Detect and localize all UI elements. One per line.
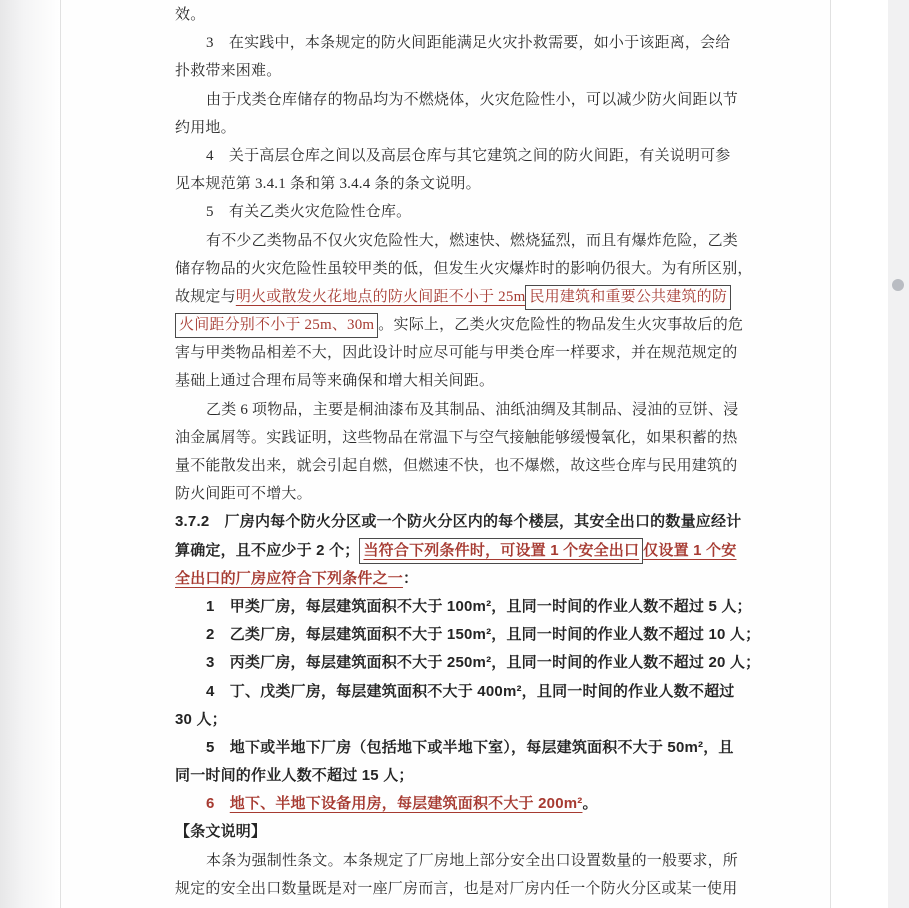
text-segment: 防火间距可不增大。 (175, 486, 312, 503)
text-segment: 2 乙类厂房，每层建筑面积不大于 150m²，且同一时间的作业人数不超过 10 人； (206, 626, 761, 644)
text-line (175, 367, 738, 395)
text-segment: ： (403, 569, 419, 587)
revision-red-segment: 地下、半地下设备用房，每层建筑面积不大于 200m² (229, 795, 583, 813)
text-segment: 30 人； (175, 710, 227, 728)
text-line (175, 255, 753, 283)
text-line (175, 790, 738, 818)
text-line (175, 57, 738, 85)
text-line (175, 537, 738, 565)
text-line (175, 311, 744, 339)
revision-red-segment: 仅设置 1 个安 (643, 541, 737, 559)
text-line (175, 424, 738, 452)
text-segment: 基础上通过合理布局等来确保和增大相关间距。 (175, 373, 495, 390)
text-line (175, 649, 761, 677)
text-segment: 同一时间的作业人数不超过 15 人； (175, 767, 414, 785)
text-line (175, 818, 738, 846)
text-line (175, 565, 738, 593)
document-text (175, 1, 761, 903)
text-line (175, 170, 738, 198)
text-line (175, 706, 738, 734)
text-segment: 算确定，且不应少于 2 个； (175, 541, 360, 559)
text-segment: 4 丁、戊类厂房，每层建筑面积不大于 400m²，且同一时间的作业人数不超过 (206, 682, 735, 700)
text-segment: 量不能散发出来，就会引起自燃，但燃速不快，也不爆燃，故这些仓库与民用建筑的 (175, 458, 738, 474)
text-segment: 5 地下或半地下厂房（包括地下或半地下室），每层建筑面积不大于 50m²，且 (206, 738, 734, 756)
text-line (175, 1, 738, 29)
text-segment: 约用地。 (175, 119, 236, 136)
text-line (175, 198, 738, 226)
revision-red-segment: 全出口的厂房应符合下列条件之一 (175, 569, 404, 587)
text-segment: 4 关于高层仓库之间以及高层仓库与其它建筑之间的防火间距，有关说明可参 (206, 147, 731, 164)
text-segment: 1 甲类厂房，每层建筑面积不大于 100m²，且同一时间的作业人数不超过 5 人； (206, 597, 752, 615)
text-line (175, 593, 752, 621)
text-segment: 5 有关乙类火灾危险性仓库。 (206, 204, 412, 221)
scrollbar-thumb[interactable] (892, 279, 904, 291)
text-line (175, 734, 738, 762)
text-line (175, 29, 738, 57)
text-line (175, 114, 738, 142)
text-line (175, 508, 742, 536)
text-segment: 效。 (175, 7, 206, 23)
revision-box-segment: 火间距分别不小于 25m、30m (175, 313, 378, 338)
text-line (175, 762, 738, 790)
text-segment: 故规定与 (175, 288, 236, 305)
revision-red-segment: 明火或散发火花地点的防火间距不小于 25m (235, 288, 526, 305)
revision-box-segment: 民用建筑和重要公共建筑的防 (525, 285, 731, 310)
text-line (175, 227, 738, 255)
text-segment: 。实际上，乙类火灾危险性的物品发生火灾事故后的危 (378, 317, 744, 334)
text-line (175, 452, 738, 480)
text-segment: 油金属屑等。实践证明，这些物品在常温下与空气接触能够缓慢氧化，如果积蓄的热 (175, 429, 738, 446)
text-segment: 储存物品的火灾危险性虽较甲类的低，但发生火灾爆炸时的影响仍很大。为有所区别， (175, 260, 753, 277)
page-left-shadow (0, 0, 60, 908)
text-segment: 由于戊类仓库储存的物品均为不燃烧体，火灾危险性小，可以减少防火间距以节 (206, 91, 739, 108)
text-line (175, 875, 738, 903)
text-segment: 3 丙类厂房，每层建筑面积不大于 250m²，且同一时间的作业人数不超过 20 人； (206, 654, 761, 672)
text-line (175, 142, 738, 170)
text-line (175, 621, 761, 649)
text-line (175, 339, 738, 367)
text-line (175, 678, 738, 706)
text-segment: 。 (582, 795, 598, 813)
text-line (175, 396, 738, 424)
text-segment: 有不少乙类物品不仅火灾危险性大，燃速快、燃烧猛烈，而且有爆炸危险，乙类 (206, 232, 739, 249)
text-segment: 乙类 6 项物品，主要是桐油漆布及其制品、油纸油绸及其制品、浸油的豆饼、浸 (206, 401, 739, 418)
text-segment: 扑救带来困难。 (175, 63, 282, 80)
text-segment: 本条为强制性条文。本条规定了厂房地上部分安全出口设置数量的一般要求，所 (206, 852, 739, 869)
text-segment: 见本规范第 3.4.1 条和第 3.4.4 条的条文说明。 (175, 176, 481, 193)
text-line (175, 86, 738, 114)
document-page (60, 0, 831, 908)
text-line (175, 847, 738, 875)
text-segment: 3.7.2 厂房内每个防火分区或一个防火分区内的每个楼层，其安全出口的数量应经计 (175, 513, 742, 531)
text-segment: 害与甲类物品相差不大，因此设计时应尽可能与甲类仓库一样要求，并在规范规定的 (175, 345, 738, 362)
text-segment: 规定的安全出口数量既是对一座厂房而言，也是对厂房内任一个防火分区或某一使用 (175, 880, 738, 897)
scrollbar-track[interactable] (888, 0, 909, 908)
text-line (175, 283, 738, 311)
text-line (175, 480, 738, 508)
text-segment: 【条文说明】 (175, 823, 267, 841)
text-segment: 3 在实践中，本条规定的防火间距能满足火灾扑救需要，如小于该距离，会给 (206, 35, 731, 52)
revision-box-segment: 当符合下列条件时，可设置 1 个安全出口 (359, 538, 643, 564)
revision-red-segment: 6 (206, 795, 230, 813)
